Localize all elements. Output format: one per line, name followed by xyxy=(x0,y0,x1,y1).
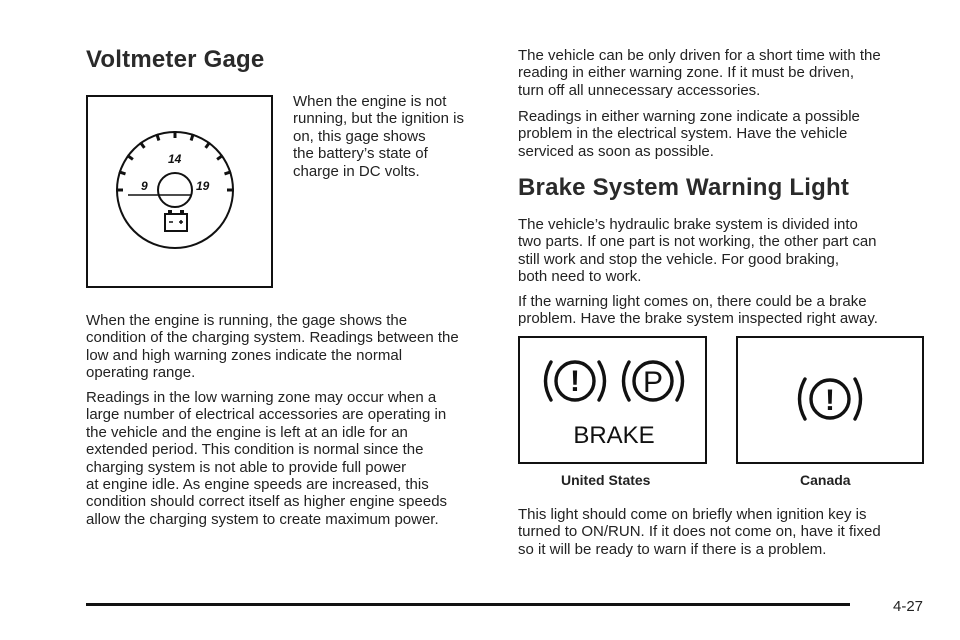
text-line: the battery’s state of xyxy=(293,145,428,163)
text-line: both need to work. xyxy=(518,268,642,286)
text-line: low and high warning zones indicate the normal xyxy=(86,346,403,364)
canada-figure-caption: Canada xyxy=(800,472,851,488)
text-line: When the engine is not xyxy=(293,93,447,110)
gauge-tick xyxy=(225,172,232,174)
brake-light-canada-figure xyxy=(736,336,924,464)
gauge-high-label: 19 xyxy=(196,179,210,193)
text-line: still work and stop the vehicle. For good braking, xyxy=(518,250,839,268)
text-line: at engine idle. As engine speeds are increased, this xyxy=(86,476,429,494)
brake-paragraph-3 xyxy=(518,506,881,558)
voltmeter-paragraph-3 xyxy=(518,47,881,99)
us-exclamation-mark: ! xyxy=(570,365,580,398)
gauge-tick xyxy=(217,155,223,159)
page-number: 4-27 xyxy=(893,598,924,615)
gauge-mid-label: 14 xyxy=(168,152,182,166)
text-line: two parts. If one part is not working, the other part can xyxy=(518,233,877,251)
text-line: When the engine is running, the gage shows the xyxy=(86,312,408,329)
us-park-letter: P xyxy=(642,366,664,399)
gauge-tick xyxy=(191,134,193,141)
text-line: serviced as soon as possible. xyxy=(518,142,714,160)
text-line: extended period. This condition is normal since the xyxy=(86,441,424,459)
voltmeter-gauge-figure xyxy=(86,95,273,288)
brake-paragraph-1 xyxy=(518,216,877,286)
voltmeter-paragraph-2 xyxy=(86,389,447,528)
gauge-tick xyxy=(119,172,126,174)
brake-light-us-figure xyxy=(518,336,707,464)
text-line: on, this gage shows xyxy=(293,127,426,145)
text-line: running, but the ignition is xyxy=(293,110,464,128)
voltmeter-intro xyxy=(293,93,464,180)
text-line: turn off all unnecessary accessories. xyxy=(518,81,761,99)
us-figure-caption: United States xyxy=(561,472,651,488)
battery-icon xyxy=(165,210,187,231)
text-line: The vehicle’s hydraulic brake system is divided into xyxy=(518,216,858,233)
canada-exclamation-mark: ! xyxy=(825,384,835,417)
gauge-low-label: 9 xyxy=(141,179,148,193)
text-line: If the warning light comes on, there could be a brake xyxy=(518,293,867,310)
brake-paragraph-2 xyxy=(518,293,878,328)
gauge-tick xyxy=(140,142,144,148)
text-line: turned to ON/RUN. If it does not come on, have it fixed xyxy=(518,523,881,541)
text-line: charge in DC volts. xyxy=(293,162,420,180)
us-brake-word: BRAKE xyxy=(573,422,655,449)
voltmeter-paragraph-1 xyxy=(86,312,459,382)
gauge-tick xyxy=(157,134,159,141)
voltmeter-heading: Voltmeter Gage xyxy=(86,46,265,73)
text-line: so it will be ready to warn if there is a problem. xyxy=(518,540,827,558)
voltmeter-paragraph-4 xyxy=(518,108,860,160)
brake-us-symbol-icon xyxy=(520,338,705,462)
brake-canada-symbol-icon xyxy=(738,338,922,462)
text-line: The vehicle can be only driven for a short time with the xyxy=(518,47,881,64)
gauge-tick xyxy=(127,155,133,159)
text-line: condition of the charging system. Readings between the xyxy=(86,329,459,347)
text-line: the vehicle and the engine is left at an idle for an xyxy=(86,423,408,441)
text-line: reading in either warning zone. If it must be driven, xyxy=(518,64,855,82)
text-line: allow the charging system to create maximum power. xyxy=(86,510,439,528)
voltmeter-gauge-icon xyxy=(88,97,271,286)
text-line: Readings in either warning zone indicate a possible xyxy=(518,108,860,125)
text-line: This light should come on briefly when ignition key is xyxy=(518,506,867,523)
text-line: charging system is not able to provide full power xyxy=(86,458,407,476)
gauge-tick xyxy=(206,142,210,148)
footer-rule xyxy=(86,603,850,606)
text-line: condition should correct itself as higher engine speeds xyxy=(86,493,448,511)
brake-warning-heading: Brake System Warning Light xyxy=(518,174,850,201)
text-line: operating range. xyxy=(86,364,196,382)
text-line: problem in the electrical system. Have the vehicle xyxy=(518,125,848,143)
text-line: Readings in the low warning zone may occur when a xyxy=(86,389,437,406)
text-line: problem. Have the brake system inspected right away. xyxy=(518,310,878,328)
text-line: large number of electrical accessories are operating in xyxy=(86,406,447,424)
